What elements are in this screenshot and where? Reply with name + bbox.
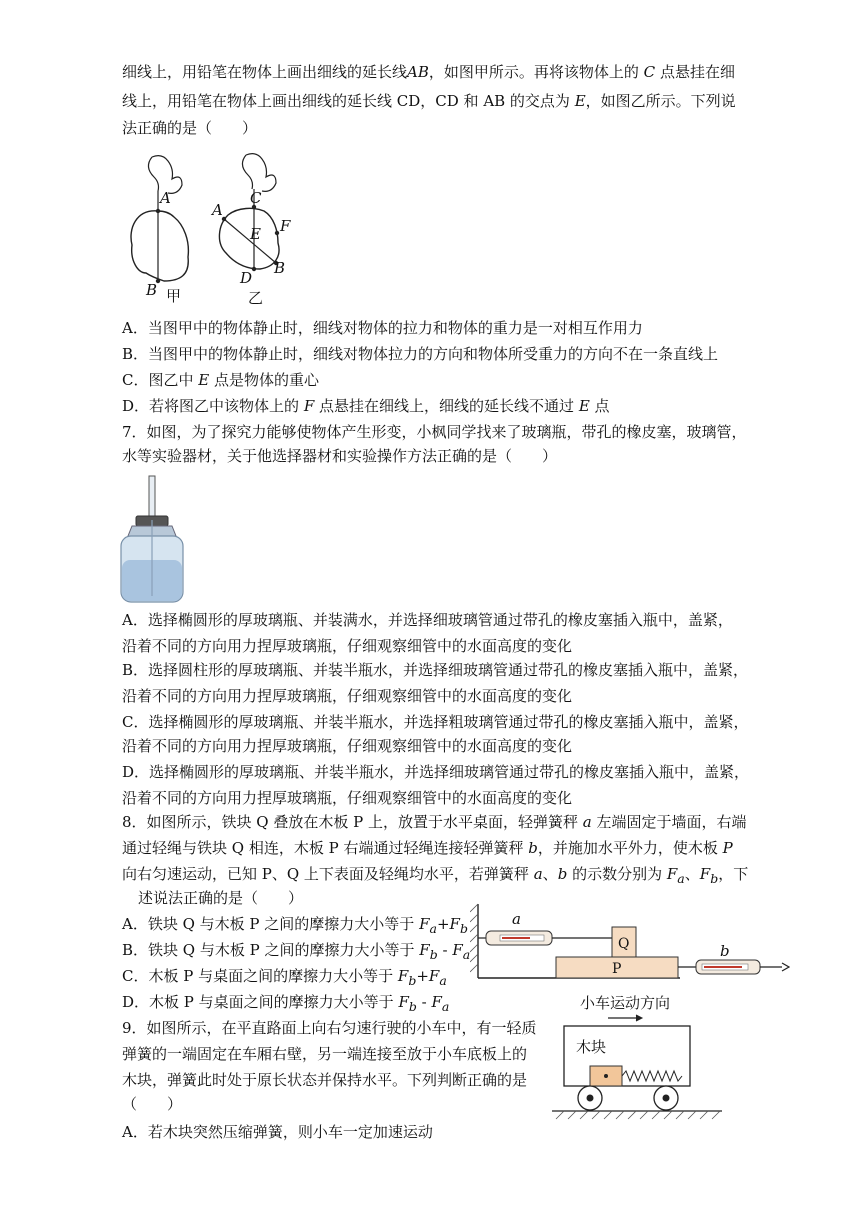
- q9-stem-line3: 木块，弹簧此时处于原长状态并保持水平。下列判断正确的是: [122, 1071, 528, 1089]
- q8-option-b: B．铁块 Q 与木板 P 之间的摩擦力大小等于 $F_b - F_a$: [122, 941, 471, 962]
- q9-figure: [546, 994, 726, 1126]
- q6-option-a: A．当图甲中的物体静止时，细线对物体的拉力和物体的重力是一对相互作用力: [122, 319, 643, 337]
- object-shape: [131, 211, 188, 281]
- label-f: F: [280, 217, 291, 235]
- q7-option-a-line2: 沿着不同的方向用力捏厚玻璃瓶，仔细观察细管中的水面高度的变化: [122, 637, 573, 655]
- wheel-left-hub: [587, 1095, 594, 1102]
- block-label: 木块: [576, 1038, 607, 1056]
- q6-option-c: C．图乙中 E 点是物体的重心: [122, 371, 320, 389]
- label-p: P: [612, 961, 622, 977]
- point-f: [275, 231, 279, 235]
- q6-option-b: B．当图甲中的物体静止时，细线对物体拉力的方向和物体所受重力的方向不在一条直线上: [122, 345, 719, 363]
- label-e: E: [250, 225, 261, 243]
- label-jia: 甲: [166, 287, 182, 305]
- point-a: [156, 209, 160, 213]
- q8-stem-line3: 向右匀速运动，已知 P、Q 上下表面及轻绳均水平，若弹簧秤 a、b 的示数分别为 $F_a$、$F_b$，下: [122, 865, 749, 886]
- figure-yi: [210, 154, 291, 307]
- q7-bottle-figure: [118, 474, 188, 606]
- q7-option-c-line2: 沿着不同的方向用力捏厚玻璃瓶，仔细观察细管中的水面高度的变化: [122, 737, 573, 755]
- q9-stem-line4: （ ）: [122, 1095, 183, 1113]
- q8-stem-line2: 通过轻绳与铁块 Q 相连，木板 P 右端通过轻绳连接轻弹簧秤 b，并施加水平外力，使木板 P: [122, 839, 733, 857]
- q8-stem-line4: 述说法正确的是（ ）: [138, 889, 304, 907]
- glass-tube: [149, 476, 155, 520]
- q7-option-c-line1: C．选择椭圆形的厚玻璃瓶、并装半瓶水，并选择粗玻璃管通过带孔的橡皮塞插入瓶中，盖紧，: [122, 713, 749, 731]
- q8-option-a: A．铁块 Q 与木板 P 之间的摩擦力大小等于 $F_a+F_b$: [122, 915, 468, 936]
- point-d: [252, 267, 256, 271]
- block-center: [604, 1074, 608, 1078]
- q6-stem-line1: 细线上，用铅笔在物体上画出细线的延长线AB，如图甲所示。再将该物体上的 C 点悬挂在细: [122, 63, 735, 81]
- label-c: C: [250, 189, 262, 207]
- road-hatch: [556, 1111, 720, 1119]
- q8-figure: [470, 900, 790, 986]
- arrow-head-icon: [782, 963, 789, 971]
- q7-option-a-line1: A．选择椭圆形的厚玻璃瓶、并装满水，并选择细玻璃管通过带孔的橡皮塞插入瓶中，盖紧，: [122, 611, 733, 629]
- label-a: A: [212, 201, 223, 219]
- label-q: Q: [618, 936, 630, 952]
- hand-icon: [148, 156, 182, 194]
- figure-jia: [131, 156, 188, 305]
- label-a: a: [512, 910, 521, 928]
- q6-stem-line2: 线上，用铅笔在物体上画出细线的延长线 CD，CD 和 AB 的交点为 E，如图乙所示。下列说: [122, 92, 736, 110]
- wheel-right-hub: [663, 1095, 670, 1102]
- q7-option-b-line2: 沿着不同的方向用力捏厚玻璃瓶，仔细观察细管中的水面高度的变化: [122, 687, 573, 705]
- q6-figure: [118, 145, 318, 310]
- label-a: A: [160, 189, 171, 207]
- label-b: B: [274, 259, 286, 277]
- q7-stem-line1: 7．如图，为了探究力能够使物体产生形变，小枫同学找来了玻璃瓶，带孔的橡皮塞，玻璃管，: [122, 423, 747, 441]
- q8-option-c: C．木板 P 与桌面之间的摩擦力大小等于 $F_b+F_a$: [122, 967, 447, 988]
- wall-hatch: [470, 904, 478, 972]
- q6-stem-line3: 法正确的是（ ）: [122, 119, 258, 137]
- label-d: D: [240, 269, 253, 287]
- q8-option-d: D．木板 P 与桌面之间的摩擦力大小等于 $F_b - F_a$: [122, 993, 450, 1014]
- q8-stem-line1: 8．如图所示，铁块 Q 叠放在木板 P 上，放置于水平桌面，轻弹簧秤 a 左端固定于墙面，右端: [122, 813, 747, 831]
- q7-option-d-line2: 沿着不同的方向用力捏厚玻璃瓶，仔细观察细管中的水面高度的变化: [122, 789, 573, 807]
- direction-label: 小车运动方向: [580, 994, 671, 1012]
- q7-stem-line2: 水等实验器材，关于他选择器材和实验操作方法正确的是（ ）: [122, 447, 558, 465]
- hand-icon: [242, 154, 276, 192]
- q7-option-b-line1: B．选择圆柱形的厚玻璃瓶、并装半瓶水，并选择细玻璃管通过带孔的橡皮塞插入瓶中，盖紧，: [122, 661, 749, 679]
- q9-stem-line1: 9．如图所示，在平直路面上向右匀速行驶的小车中，有一轻质: [122, 1019, 537, 1037]
- label-b: b: [720, 942, 730, 960]
- q9-option-a: A．若木块突然压缩弹簧，则小车一定加速运动: [122, 1123, 433, 1141]
- q6-option-d: D．若将图乙中该物体上的 F 点悬挂在细线上，细线的延长线不通过 E 点: [122, 397, 610, 415]
- arrow-head-icon: [636, 1015, 642, 1021]
- q9-stem-line2: 弹簧的一端固定在车厢右壁，另一端连接至放于小车底板上的: [122, 1045, 528, 1063]
- q7-option-d-line1: D．选择椭圆形的厚玻璃瓶、并装半瓶水，并选择细玻璃管通过带孔的橡皮塞插入瓶中，盖紧，: [122, 763, 750, 781]
- label-yi: 乙: [248, 289, 264, 307]
- label-b: B: [146, 281, 158, 299]
